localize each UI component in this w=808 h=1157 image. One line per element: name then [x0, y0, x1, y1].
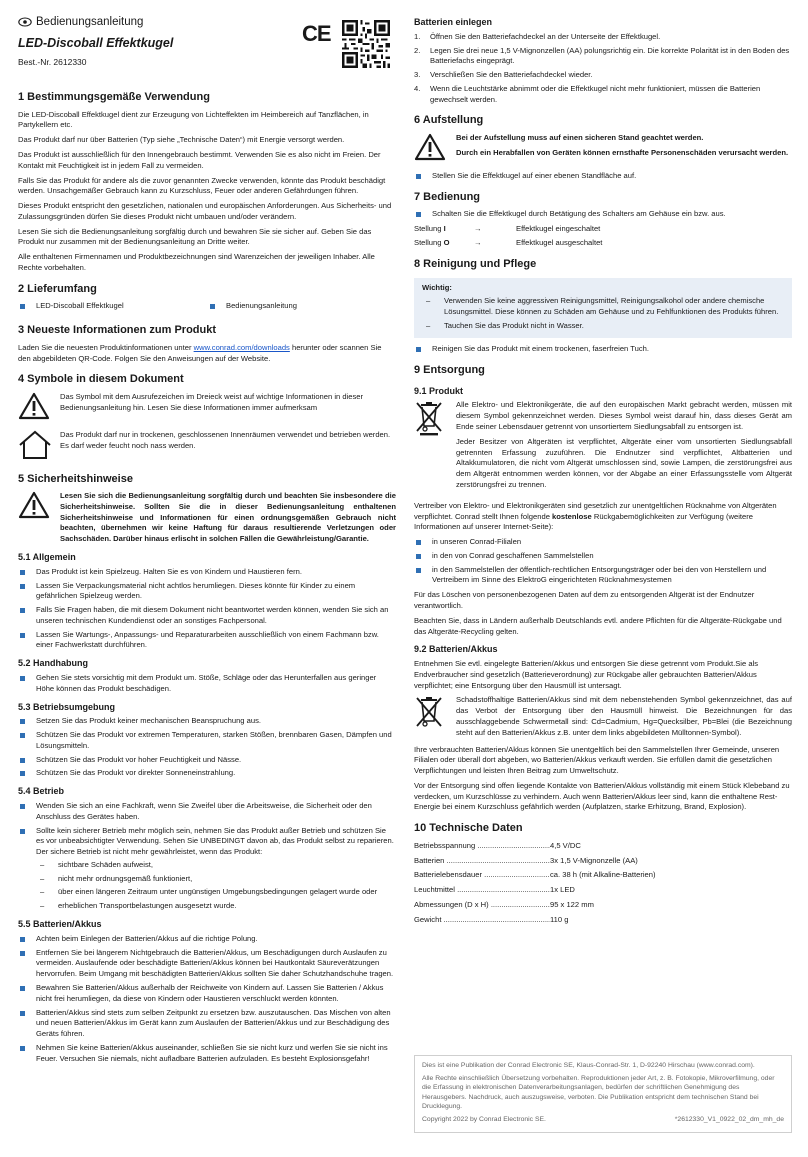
specs-table: [414, 841, 792, 926]
arrow-icon: →: [474, 224, 482, 234]
list-item: Setzen Sie das Produkt keiner mechanischen Beanspruchung aus.: [18, 716, 396, 727]
dash-item: – Verwenden Sie keine aggressiven Reinigungsmittel, Reinigungsalkohol oder andere chemische Lösungsmittel. Diese können zu Schäden am Gehäuse und zu Fehlfunktionen des Produkts führen.: [422, 296, 784, 318]
weee-block: [414, 400, 792, 494]
switch-position-on: Stellung I → Effektkugel eingeschaltet: [414, 224, 601, 234]
operation-list: [18, 801, 396, 912]
warning-triangle-icon: [18, 491, 50, 519]
list-item: Wenden Sie sich an eine Fachkraft, wenn Sie Zweifel über die Arbeitsweise, die Sicherheit oder den Anschluss des Gerätes haben.: [18, 801, 396, 823]
list-item: Achten beim Einlegen der Batterien/Akkus auf die richtige Polung.: [18, 934, 396, 945]
paragraph: Lesen Sie sich die Bedienungsanleitung sorgfältig durch und bewahren Sie sie sicher auf. Geben Sie das Produkt nur zusammen mit der Bedienungsanleitung an Dritte weiter.: [18, 226, 372, 247]
paragraph: Laden Sie die neuesten Produktinformationen unter www.conrad.com/downloads herunter oder scannen Sie den abgebildeten QR-Code. Folgen Sie den Anweisungen auf der Website.: [18, 342, 382, 363]
list-item: Gehen Sie stets vorsichtig mit dem Produkt um. Stöße, Schläge oder das Herunterfallen aus geringer Höhe können das Produkt beschädigen.: [18, 673, 396, 695]
dash-item: – Tauchen Sie das Produkt nicht in Wasser.: [422, 321, 784, 332]
section-bedienung: [414, 190, 792, 249]
paragraph: Entnehmen Sie evtl. eingelegte Batterien/Akkus und entsorgen Sie diese getrennt vom Produkt.Sie als Endverbraucher sind gesetzlich (Batterieverordnung) zur Rückgabe aller gebrauchten Batterien/Akkus verpflichtet; eine Entsorgung über den Hausmüll ist untersagt.: [414, 659, 759, 690]
section-title: 6 Aufstellung: [414, 114, 484, 127]
section-bestimmungsgemaesse-verwendung: [18, 90, 396, 274]
list-item: Schützen Sie das Produkt vor hoher Feuchtigkeit und Nässe.: [18, 755, 396, 766]
house-symbol-text: Das Produkt darf nur in trockenen, geschlossenen Innenräumen verwendet und betrieben werden. Es darf weder feucht noch nass werden.: [60, 429, 391, 450]
paragraph: Dieses Produkt entspricht den gesetzlichen, nationalen und europäischen Anforderungen. Aus Sicherheits- und Zulassungsgründen dürfen Sie dieses Produkt nicht umbauen und/oder verändern.: [18, 201, 392, 221]
list-item: Bewahren Sie Batterien/Akkus außerhalb der Reichweite von Kindern auf. Lassen Sie Batterien / Akkus nicht frei herumliegen, da diese von Kindern oder Haustieren verschluckt werden könnten.: [18, 983, 396, 1005]
cleaning-list: [414, 344, 792, 355]
safety-intro-text: Lesen Sie sich die Bedienungsanleitung sorgfältig durch und beachten Sie insbesondere die Sicherheitshinweise. Sollten Sie die in dieser Bedienungsanleitung enthaltenen Sicherheitshinweise und Informationen für einen ordnungsgemäßen Gebrauch nicht beachten, übernehmen wir keine Haftung für daraus resultierende Verletzungen oder Sachschäden. Darüber hinaus erlischt in solchen Fällen die Gewährleistung/Garantie.: [60, 491, 396, 544]
general-list: [18, 567, 396, 651]
step-item: 3. Verschließen Sie den Batteriefachdeckel wieder.: [414, 70, 593, 80]
crossed-bin-icon: [414, 695, 444, 731]
order-number: Best.-Nr. 2612330: [18, 57, 87, 67]
paragraph: Alle Elektro- und Elektronikgeräte, die auf den europäischen Markt gebracht werden, müssen mit diesem Symbol gekennzeichnet werden. Dieses Symbol weist darauf hin, dass dieses Gerät am Ende seiner Lebensdauer getrennt von unsortiertem Siedlungsabfall zu entsorgen ist.: [456, 400, 792, 432]
footer-publisher: Dies ist eine Publikation der Conrad Electronic SE, Klaus-Conrad-Str. 1, D-92240 Hirschau (www.conrad.com).: [422, 1062, 755, 1069]
section-symbole: [18, 372, 396, 463]
step-item: 2. Legen Sie drei neue 1,5 V-Mignonzellen (AA) polungsrichtig ein. Die korrekte Polarität ist in den Boden des Batteriefachs eingeprägt.: [414, 45, 790, 66]
downloads-link[interactable]: www.conrad.com/downloads: [193, 342, 290, 352]
document-header: [18, 0, 396, 82]
section-title: 4 Symbole in diesem Dokument: [18, 373, 184, 386]
symbol-row: [18, 392, 396, 424]
list-item: in unseren Conrad-Filialen: [414, 537, 792, 548]
list-item: Lassen Sie Verpackungsmaterial nicht achtlos herumliegen. Dieses könnte für Kinder zu einem gefährlichen Spielzeug werden.: [18, 581, 396, 603]
delivery-list: [18, 301, 396, 315]
subsection-title: 5.4 Betrieb: [18, 786, 65, 797]
list-item: in den von Conrad geschaffenen Sammelstellen: [414, 551, 792, 562]
paragraph: Schadstoffhaltige Batterien/Akkus sind mit dem nebenstehenden Symbol gekennzeichnet, das auf das Verbot der Entsorgung über den Hausmüll hinweist. Die Bezeichnungen für das ausschlaggebende Schwermetall sind: Cd=Cadmium, Hg=Quecksilber, Pb=Blei (die Bezeichnung steht auf den Batterien/Akkus z.B. unter dem links abgebildeten Mülltonnen-Symbol).: [456, 695, 792, 737]
section-entsorgung: [414, 363, 792, 813]
list-item: Bedienungsanleitung: [208, 301, 297, 312]
product-title: LED-Discoball Effektkugel: [18, 36, 174, 50]
doc-type-line: [18, 14, 143, 30]
paragraph: Ihre verbrauchten Batterien/Akkus können Sie unentgeltlich bei den Sammelstellen Ihrer Gemeinde, unseren Filialen oder überall dort abgeben, wo Batterien/Akkus verkauft werden. Sie erfüllen damit die gesetzlichen Verpflichtungen und leisten Ihren Beitrag zum Umweltschutz.: [414, 744, 780, 776]
warning-text: Durch ein Herabfallen von Geräten können ernsthafte Personenschäden verursacht werden.: [456, 147, 789, 157]
doc-type: Bedienungsanleitung: [36, 16, 144, 28]
subsection-title: 5.1 Allgemein: [18, 552, 76, 563]
setup-list: [414, 171, 792, 182]
list-item: Sollte kein sicherer Betrieb mehr möglich sein, nehmen Sie das Produkt außer Betrieb und schützen Sie es vor unbeabsichtigter Verwendung. Sehen Sie UNBEDINGT davon ab, das Produkt selbst zu reparieren. Der sichere Betrieb ist nicht mehr gewährleistet, wenn das Produkt: – sichtbare Schäden aufweist, – nicht mehr ordnungsgemäß funktioniert, – über einen längeren Zeitraum unter ungünstigen Umgebungsbedingungen gelagert wurde oder – erheblichen Transportbelastungen ausgesetzt wurde.: [18, 826, 396, 912]
step-item: 4. Wenn die Leuchtstärke abnimmt oder die Effektkugel nicht mehr funktioniert, müssen die Batterien gewechselt werden.: [414, 83, 761, 104]
dash-item: – über einen längeren Zeitraum unter ungünstigen Umgebungsbedingungen gelagert wurde oder: [36, 887, 396, 898]
dash-item: – sichtbare Schäden aufweist,: [36, 860, 396, 871]
qr-code-icon[interactable]: [342, 20, 390, 68]
arrow-icon: →: [474, 237, 482, 247]
warning-triangle-icon: [18, 392, 50, 420]
list-item: Reinigen Sie das Produkt mit einem trockenen, faserfreien Tuch.: [414, 344, 792, 355]
list-item: Stellen Sie die Effektkugel auf einer ebenen Standfläche auf.: [414, 171, 792, 182]
subsection-title: 5.5 Batterien/Akkus: [18, 919, 102, 930]
paragraph: Für das Löschen von personenbezogenen Daten auf dem zu entsorgenden Altgerät ist der Endnutzer verantwortlich.: [414, 590, 755, 610]
list-item: Schützen Sie das Produkt vor direkter Sonneneinstrahlung.: [18, 768, 396, 779]
warning-symbol-text: Das Symbol mit dem Ausrufezeichen im Dreieck weist auf wichtige Informationen in dieser Bedienungsanleitung hin. Lesen Sie diese Informationen immer aufmerksam: [60, 391, 364, 412]
list-item: Batterien/Akkus sind stets zum selben Zeitpunkt zu ersetzen bzw. auszutauschen. Das Mischen von alten und neuen Batterien/Akkus im Gerät kann zum Auslaufen der Batterien/Akkus und zur Beschädigung des Geräts führen.: [18, 1008, 396, 1040]
list-item: in den Sammelstellen der öffentlich-rechtlichen Entsorgungsträger oder bei den von Herstellern und Vertreibern im Sinne des ElektroG eingerichteten Rücknahmesystemen: [414, 565, 792, 587]
environment-list: [18, 716, 396, 779]
setup-warning: [414, 133, 792, 165]
footer-copyright: Copyright 2022 by Conrad Electronic SE.: [422, 1115, 546, 1123]
subsection-title: Batterien einlegen: [414, 17, 493, 27]
eye-icon: [18, 17, 32, 27]
section-title: 10 Technische Daten: [414, 822, 523, 835]
note-list: [422, 296, 784, 331]
paragraph: Beachten Sie, dass in Ländern außerhalb Deutschlands evtl. andere Pflichten für die Altgeräte-Rückgabe und das Altgeräte-Recycling gelten.: [414, 615, 782, 636]
publication-footer: [414, 1055, 792, 1133]
table-row: Leuchtmittel ..... 1x LED: [414, 885, 792, 896]
section-title: 8 Reinigung und Pflege: [414, 257, 537, 270]
paragraph: Vor der Entsorgung sind offen liegende Kontakte von Batterien/Akkus vollständig mit einem Stück Klebeband zu verdecken, um Kurzschlüsse zu verhindern. Auch wenn Batterien/Akkus leer sind, kann die enthaltene Rest-Energie bei einem Kurzschluss gefährlich werden (Aufplatzen, starke Erhitzung, Brand, Explosion).: [414, 780, 790, 812]
section-batterien-einlegen: [414, 16, 792, 105]
section-lieferumfang: [18, 282, 396, 315]
battery-steps: [414, 32, 792, 106]
section-title: 9 Entsorgung: [414, 364, 485, 377]
table-row: Gewicht ..... 110 g: [414, 915, 792, 926]
section-title: 3 Neueste Informationen zum Produkt: [18, 324, 217, 337]
section-title: 7 Bedienung: [414, 190, 481, 203]
table-row: Betriebsspannung ..... 4,5 V/DC: [414, 841, 792, 852]
list-item: LED-Discoball Effektkugel: [18, 301, 208, 312]
step-item: 1. Öffnen Sie den Batteriefachdeckel an der Unterseite der Effektkugel.: [414, 31, 661, 41]
paragraph: Alle enthaltenen Firmennamen und Produktbezeichnungen sind Warenzeichen der jeweiligen Inhaber. Alle Rechte vorbehalten.: [18, 252, 375, 272]
section-sicherheitshinweise: [18, 472, 396, 1065]
section-reinigung: [414, 257, 792, 356]
battery-safety-list: [18, 934, 396, 1065]
ce-mark: CE: [302, 21, 331, 46]
dash-item: – erheblichen Transportbelastungen ausgesetzt wurde.: [36, 901, 396, 912]
return-options-list: [414, 537, 792, 586]
warning-text: Bei der Aufstellung muss auf einen sicheren Stand geachtet werden.: [456, 133, 704, 143]
subsection-title: 9.2 Batterien/Akkus: [414, 644, 498, 655]
symbol-row: [18, 430, 396, 464]
paragraph: Vertreiber von Elektro- und Elektronikgeräten sind gesetzlich zur unentgeltlichen Rücknahme von Altgeräten verpflichtet. Conrad stellt Ihnen folgende kostenlose Rückgabemöglichkeiten zur Verfügung (weitere Informationen auf unserer Internet-Seite):: [414, 500, 777, 532]
paragraph: Die LED-Discoball Effektkugel dient zur Erzeugung von Lichteffekten im Heimbereich auf Tanzflächen, in Partykellern etc.: [18, 109, 369, 130]
subsection-title: 5.2 Handhabung: [18, 658, 89, 669]
paragraph: Jeder Besitzer von Altgeräten ist verpflichtet, Altgeräte einer vom unsortierten Siedlungsabfall getrennten Erfassung zuzuführen. Die Endnutzer sind verpflichtet, Altbatterien und Altakkumulatoren, die nicht vom Altgerät umschlossen sind, sowie Lampen, die zerstörungsfrei aus dem Altgerät entnommen werden können, vor der Abgabe an einer Erfassungsstelle vom Altgerät zerstörungsfrei zu trennen.: [456, 436, 792, 489]
paragraph: Falls Sie das Produkt für andere als die zuvor genannten Zwecke verwenden, könnte das Produkt beschädigt werden. Unsachgemäßer Gebrauch kann zu Kurzschluss, Feuer oder anderen Gefährdungen führen.: [18, 175, 386, 196]
subsection-title: 9.1 Produkt: [414, 385, 464, 396]
battery-disposal-block: [414, 695, 792, 738]
list-item: Nehmen Sie keine Batterien/Akkus auseinander, schließen Sie sie nicht kurz und werfen Sie sie nicht ins Feuer. Versuchen Sie niemals, nicht aufladbare Batterien aufzuladen. Es besteht Explosionsgefahr!: [18, 1043, 396, 1065]
crossed-bin-icon: [414, 400, 444, 436]
table-row: Batterien ..... 3x 1,5 V-Mignonzelle (AA): [414, 856, 792, 867]
paragraph: Das Produkt darf nur über Batterien (Typ siehe „Technische Daten“) mit Energie versorgt werden.: [18, 135, 345, 145]
table-row: Abmessungen (D x H) ..... 95 x 122 mm: [414, 900, 792, 911]
dash-item: – nicht mehr ordnungsgemäß funktioniert,: [36, 874, 396, 885]
section-title: 5 Sicherheitshinweise: [18, 472, 133, 485]
footer-code: *2612330_V1_0922_02_dm_mh_de: [674, 1115, 784, 1123]
section-technische-daten: [414, 821, 792, 925]
safety-intro: [18, 491, 396, 545]
section-title: 1 Bestimmungsgemäße Verwendung: [18, 91, 210, 103]
list-item: Lassen Sie Wartungs-, Anpassungs- und Reparaturarbeiten ausschließlich von einem Fachmann bzw. einer Fachwerkstatt durchführen.: [18, 630, 396, 652]
subsection-title: 5.3 Betriebsumgebung: [18, 701, 116, 712]
table-row: Batterielebensdauer ..... ca. 38 h (mit Alkaline-Batterien): [414, 870, 792, 881]
section-neueste-informationen: [18, 323, 396, 364]
list-item: Falls Sie Fragen haben, die mit diesem Dokument nicht beantwortet werden können, wenden Sie sich an unseren technischen Kundendienst oder an sonstiges Fachpersonal.: [18, 605, 396, 627]
handling-list: [18, 673, 396, 695]
list-item: Entfernen Sie bei längerem Nichtgebrauch die Batterien/Akkus, um Beschädigungen durch Auslaufen zu vermeiden. Auslaufende oder beschädigte Batterien/Akkus können bei Hautkontakt Säureverätzungen hervorrufen. Beim Umgang mit beschädigten Batterien/Akkus sollten Sie daher Schutzhandschuhe tragen.: [18, 948, 396, 980]
warning-triangle-icon: [414, 133, 446, 161]
important-note: [414, 278, 792, 338]
note-heading: Wichtig:: [422, 283, 452, 293]
paragraph: Das Produkt ist ausschließlich für den Innengebrauch bestimmt. Verwenden Sie es also nicht im Freien. Der Kontakt mit Feuchtigkeit ist in jedem Fall zu vermeiden.: [18, 149, 381, 170]
list-item: Schützen Sie das Produkt vor extremen Temperaturen, starken Stößen, brennbaren Gasen, Dämpfen und Lösungsmitteln.: [18, 730, 396, 752]
list-item: Schalten Sie die Effektkugel durch Betätigung des Schalters am Gehäuse ein bzw. aus.: [414, 209, 792, 220]
footer-rights: Alle Rechte einschließlich Übersetzung vorbehalten. Reproduktionen jeder Art, z. B. Fotokopie, Mikroverfilmung, oder die Erfassung in elektronischen Datenverarbeitungsanlagen, bedürfen der schriftlichen Genehmigung des Herausgebers. Nachdruck, auch auszugsweise, verboten. Die Publikation entspricht dem technischen Stand bei Drucklegung.: [422, 1074, 775, 1111]
section-aufstellung: [414, 113, 792, 181]
operation-instructions: [414, 209, 792, 220]
house-icon: [18, 430, 52, 460]
switch-position-off: Stellung O → Effektkugel ausgeschaltet: [414, 237, 603, 247]
section-title: 2 Lieferumfang: [18, 282, 97, 295]
condition-list: [36, 860, 396, 912]
list-item: Das Produkt ist kein Spielzeug. Halten Sie es von Kindern und Haustieren fern.: [18, 567, 396, 578]
